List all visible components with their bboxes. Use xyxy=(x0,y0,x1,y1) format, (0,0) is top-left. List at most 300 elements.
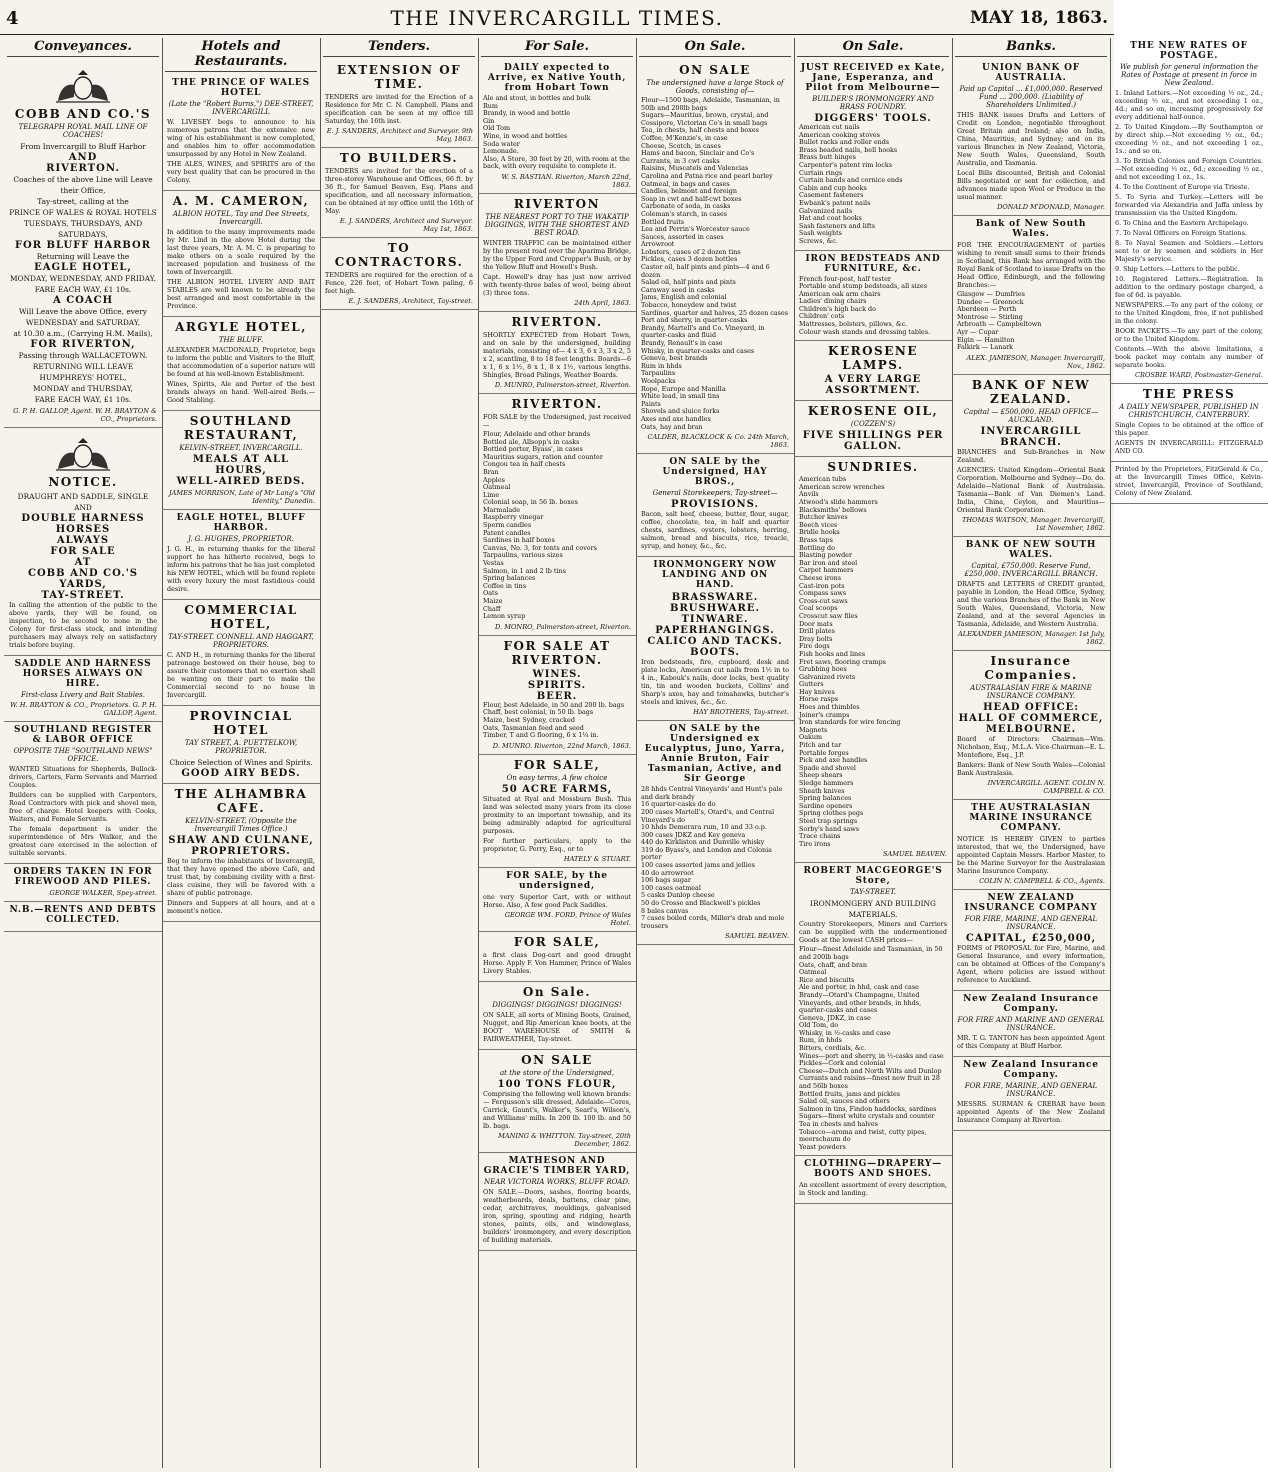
ad-signature: HAY BROTHERS, Tay-street. xyxy=(693,708,789,717)
list-item: Portable forges xyxy=(799,748,849,757)
list-item: Sardines in half boxes xyxy=(483,536,555,545)
advertisement xyxy=(952,800,1110,890)
ad-signature: MANING & WHITTON. Tay-street, 20th December, 1862. xyxy=(498,1131,631,1148)
ad-heading: FOR SALE, xyxy=(513,934,601,949)
list-item: Paints xyxy=(641,399,661,408)
column-heading: Conveyances. xyxy=(7,38,159,57)
ad-subheading: (Late the "Robert Burns,") DEE-STREET, INVERCARGILL xyxy=(168,100,314,116)
display-line: TAY-STREET. xyxy=(41,590,125,601)
display-line: FIVE SHILLINGS PER GALLON. xyxy=(802,430,944,453)
ad-paragraph: Beg to inform the inhabitants of Invercargill, that they have opened the above Café, and trust that, by combining civility with a first-class cuisine, they will be favored with a share of public patronage. xyxy=(167,857,315,897)
ad-subheading: FOR FIRE, MARINE, AND GENERAL INSURANCE. xyxy=(964,914,1098,931)
ad-subheading: First-class Livery and Bait Stables. xyxy=(21,691,145,699)
ad-signature: E. J. SANDERS, Architect, Tay-street. xyxy=(348,297,473,305)
ad-paragraph: 2. To United Kingdom.—By Southampton or by direct ship.—Not exceeding ½ oz., 6d.; exceeding ½ oz., and not exceeding 1 oz., 1s.; and so on. xyxy=(1115,123,1263,155)
list-item: Falkirk — Lanark xyxy=(957,343,1014,352)
list-item: Port and sherry, in quarter-casks xyxy=(641,316,748,325)
ad-subheading: Paid up Capital ... £1,000,000. Reserved Fund ... 200,000. (Liability of Shareholders Unlimited.) xyxy=(959,85,1103,109)
ad-heading: ROBERT MACGEORGE'S Store, xyxy=(803,866,943,887)
list-item: Rum, in hhds xyxy=(799,1036,842,1045)
advertisement xyxy=(478,394,636,636)
ad-item-list xyxy=(957,291,1105,352)
ad-signature: E. J. SANDERS, Architect and Surveyor. 9th May, 1863. xyxy=(326,127,473,143)
list-item: Bottled fruits xyxy=(641,217,685,226)
ad-signature: SAMUEL BEAVEN. xyxy=(883,850,947,859)
list-item: Brass taps xyxy=(799,536,833,544)
list-item: Blasting powder xyxy=(799,551,853,560)
list-item: Sheep shears xyxy=(799,771,843,780)
ad-paragraph: 8. To Naval Seamen and Soldiers.—Letters sent to or by seamen and soldiers in Her Majesty's service. xyxy=(1115,239,1263,263)
ad-signature: GEORGE WALKER, Spey-street. xyxy=(49,889,157,897)
ad-display-lines xyxy=(167,757,315,779)
list-item: Rum xyxy=(483,101,498,110)
ad-paragraph: ON SALE.—Doors, sashes, flooring boards, weatherboards, deals, battens, clear pine, cedar, architraves, mouldings, galvanised iron, spring, spouting and ridging, hearth stones, paints, oils, and windowglass, builders' ironmongery, and every description of building materials. xyxy=(483,1187,631,1244)
ad-paragraph: 7. To Naval Officers on Foreign Stations. xyxy=(1115,229,1247,237)
list-item: Cabin and cup hooks xyxy=(799,183,867,192)
newspaper-columns xyxy=(4,38,1263,1468)
display-line: MONDAY and THURSDAY, xyxy=(33,384,133,393)
list-item: Colonial soap, in 56 lb. boxes xyxy=(483,498,578,507)
advertisement xyxy=(794,251,952,342)
advertisement xyxy=(478,868,636,932)
ad-subheading: KELVIN-STREET, (Opposite the Invercargill Times Office.) xyxy=(185,817,297,833)
list-item: Hat and coat hooks xyxy=(799,214,862,223)
list-item: 10 hhds Demerara rum, 10 and 33 o.p. xyxy=(641,823,767,832)
list-item: Spring balances xyxy=(799,794,852,803)
list-item: Patent candles xyxy=(483,528,531,537)
display-line: RIVERTON. xyxy=(46,163,120,174)
display-line: From Invercargill to Bluff Harbor xyxy=(20,142,146,151)
list-item: Compass saws xyxy=(799,589,847,598)
ad-heading: IRONMONGERY NOW LANDING AND ON HAND. xyxy=(653,560,777,591)
list-item: Lime xyxy=(483,490,500,499)
list-item: Drill plates xyxy=(799,627,835,636)
ad-subheading: J. G. HUGHES, PROPRIETOR. xyxy=(188,535,294,543)
list-item: Rice and biscuits xyxy=(799,975,855,984)
list-item: Soda water xyxy=(483,139,520,148)
display-line: BRASSWARE. xyxy=(671,592,759,604)
ad-heading: DAILY expected to Arrive, ex Native Youth, from Hobart Town xyxy=(487,63,627,93)
ad-paragraph: 6. To China and the Eastern Archipelago. xyxy=(1115,219,1249,227)
display-line: Choice Selection of Wines and Spirits. xyxy=(169,758,313,767)
list-item: Coffee in tins xyxy=(483,581,527,590)
list-item: Spring balances xyxy=(483,574,536,583)
ad-heading: RIVERTON. xyxy=(511,396,603,411)
list-item: Atwood's slide hammers xyxy=(799,498,878,507)
list-item: Bar iron and steel xyxy=(799,558,858,567)
advertisement xyxy=(162,600,320,706)
column-heading: Hotels and Restaurants. xyxy=(165,38,317,72)
list-item: Sorby's hand saws xyxy=(799,824,860,833)
display-line: Passing through WALLACETOWN. xyxy=(18,351,148,360)
ad-paragraph: MESSRS. SURMAN & CREBAR have been appointed Agents of the New Zealand Insurance Company at Riverton. xyxy=(957,1099,1105,1124)
list-item: Joiner's cramps xyxy=(799,710,850,719)
advertisement xyxy=(952,216,1110,375)
list-item: Jams, English and colonial xyxy=(641,293,727,302)
list-item: 28 hhds Central Vineyards' and Hunt's pale and dark brandy xyxy=(641,785,783,801)
ad-paragraph: 4. To the Continent of Europe via Trieste. xyxy=(1115,183,1250,191)
list-item: Galvanized rivets xyxy=(799,672,856,681)
list-item: Iron standards for wire fencing xyxy=(799,718,901,727)
list-item: Flour—1500 bags, Adelaide, Tasmanian, in 50lb and 200lb bags xyxy=(641,96,780,112)
list-item: Flour—finest Adelaide and Tasmanian, in 50 and 200lb bags xyxy=(799,945,943,961)
list-item: 40 do arrowroot xyxy=(641,868,694,877)
list-item: Glasgow — Dumfries xyxy=(957,290,1025,298)
column-heading: For Sale. xyxy=(481,38,633,57)
ad-display-lines xyxy=(167,454,315,487)
ad-item-list xyxy=(641,97,789,431)
list-item: Tarpaulins, various sizes xyxy=(483,551,563,560)
list-item: American cooking stoves xyxy=(799,130,880,139)
advertisement xyxy=(478,312,636,394)
ad-heading: ON SALE by the Undersigned ex Eucalyptus, Juno, Yarra, Annie Bruton, Fair Tasmanian, Active, and Sir George xyxy=(644,724,786,785)
ad-heading: KEROSENE LAMPS. xyxy=(828,344,918,373)
ad-subheading: FOR FIRE, MARINE, AND GENERAL INSURANCE. xyxy=(964,1081,1098,1098)
list-item: Lemon syrup xyxy=(483,612,526,621)
ad-heading: FOR SALE, xyxy=(513,757,601,772)
list-item: Lemonade. xyxy=(483,147,519,156)
list-item: Sugars—finest white crystals and counter xyxy=(799,1112,935,1121)
list-item: Cheese irons xyxy=(799,573,842,582)
ad-heading: COMMERCIAL HOTEL, xyxy=(184,603,298,631)
list-item: Chaff, best colonial, in 50 lb. bags xyxy=(483,708,594,717)
display-line: BEER. xyxy=(536,690,578,702)
ad-subheading: TAY-STREET. CONNELL AND HAGGART, PROPRIETORS. xyxy=(168,633,314,649)
ad-heading: SOUTHLAND RESTAURANT, xyxy=(183,414,299,442)
advertisement xyxy=(794,401,952,457)
advertisement xyxy=(952,651,1110,800)
ad-heading: FOR SALE AT RIVERTON. xyxy=(503,638,611,667)
display-line: ALWAYS xyxy=(56,535,110,546)
ad-signature: E. J. SANDERS, Architect and Surveyor. May 1st, 1863. xyxy=(339,217,473,233)
list-item: Carbonate of soda, in casks xyxy=(641,202,731,211)
ad-display-lines xyxy=(957,702,1105,735)
list-item: Magnets xyxy=(799,725,828,734)
ad-heading: TO BUILDERS. xyxy=(339,151,459,165)
ad-signature: CALDER, BLACKLOCK & Co. 24th March, 1863. xyxy=(647,433,789,450)
display-line: HALL OF COMMERCE, xyxy=(958,712,1104,724)
ad-paragraph: Bankers: Bank of New South Wales—Colonial Bank Australasia. xyxy=(957,760,1105,777)
list-item: 319 do Byass's, and London and Colonia porter xyxy=(641,845,772,862)
display-line: CAPITAL, £250,000, xyxy=(965,932,1097,944)
list-item: Bitters, cordials, &c. xyxy=(799,1044,867,1053)
list-item: Spade and shovel xyxy=(799,763,856,772)
display-line: 100 TONS FLOUR, xyxy=(497,1078,617,1090)
display-line: PAPERHANGINGS. xyxy=(655,625,775,637)
ad-paragraph: WINTER TRAFFIC can be maintained either by the present road over the Aparima Bridge, by the Upper Ford and Cropper's Bush, or by the Yellow Bluff and Howell's Bush. xyxy=(483,238,631,271)
list-item: Rum in hhds xyxy=(641,361,682,370)
ad-paragraph: Bacon, salt beef, cheese, butter, flour, sugar, coffee, chocolate, tea, in half and quarter chests, sardines, oysters, lobsters, herring, salmon, bread and biscuits, rice, treacle, syrup, and honey, &c., &c. xyxy=(641,510,789,551)
list-item: Cheese—Dutch and North Wilts and Dunlop xyxy=(799,1066,942,1075)
list-item: Dundee — Greenock xyxy=(957,297,1024,306)
list-item: Fret saws, flooring cramps xyxy=(799,657,886,666)
ad-display-lines xyxy=(799,430,947,452)
display-line: SHAW AND CULNANE, xyxy=(168,835,314,846)
display-line: A COACH xyxy=(52,295,114,306)
ad-display-lines xyxy=(799,898,947,920)
ad-heading: RIVERTON xyxy=(513,196,601,211)
ad-paragraph: W. LIVESEY begs to announce to his numerous patrons that the extensive new wing of his establishment is now completed, and enables him to offer accommodation unsurpassed by any Hotel in New Zealand. xyxy=(167,118,315,158)
list-item: Geneva, JDKZ, in case xyxy=(799,1013,871,1022)
display-line: ASSORTMENT. xyxy=(825,385,921,397)
advertisement xyxy=(162,706,320,784)
list-item: Coleman's starch, in cases xyxy=(641,209,728,218)
list-item: Dray bolts xyxy=(799,634,833,643)
page-number: 4 xyxy=(6,8,19,29)
list-item: 5 casks Dunlop cheese xyxy=(641,891,715,900)
list-item: Sledge hammers xyxy=(799,779,854,787)
display-line: FOR RIVERTON, xyxy=(30,339,136,350)
ad-heading: FOR SALE, by the undersigned, xyxy=(506,870,608,891)
list-item: Lea and Perrin's Worcester sauce xyxy=(641,225,750,234)
display-line: COBB AND CO.'S YARDS, xyxy=(28,568,138,590)
ad-paragraph: An excellent assortment of every description, in Stock and landing. xyxy=(799,1181,947,1198)
royal-arms-icon xyxy=(48,435,118,473)
list-item: Marmalade xyxy=(483,505,521,514)
advertisement xyxy=(320,238,478,310)
display-line: DIGGERS' TOOLS. xyxy=(814,113,932,124)
list-item: Oats xyxy=(483,589,498,598)
ad-signature: G. P. H. GALLOP, Agent. W. H. BRAYTON & CO., Proprietors. xyxy=(13,407,157,423)
list-item: Timber, T and G flooring, 6 x 1¼ in. xyxy=(483,731,599,740)
list-item: Candles, belmont and foreign xyxy=(641,187,737,196)
list-item: Pitch and tar xyxy=(799,741,842,750)
advertisement xyxy=(794,863,952,1156)
advertisement xyxy=(478,1153,636,1251)
ad-heading: ON SALE by the Undersigned, HAY BROS., xyxy=(662,457,768,488)
ad-signature: D. MUNRO. Riverton, 22nd March, 1863. xyxy=(492,741,631,750)
column-heading: On Sale. xyxy=(797,38,949,57)
list-item: Brandy, Martell's and Co. Vineyard, in quarter-casks and fluid xyxy=(641,323,765,340)
newspaper-column xyxy=(794,38,953,1468)
ad-paragraph: NEWSPAPERS.—To any part of the colony, or to the United Kingdom, free, if not published in the colony. xyxy=(1115,301,1263,325)
list-item: Pickles, cases 3 dozen bottles xyxy=(641,255,738,264)
ad-paragraph: MR. T. G. TANTON has been appointed Agent of this Company at Bluff Harbor. xyxy=(957,1033,1105,1050)
ad-paragraph: TENDERS are invited for the erection of a three-storey Warehouse and Offices, 66 ft. by 36 ft., for Samuel Beaven, Esq. Plans and specification, and all necessary information, can be obtained at my office until the 16th of May. xyxy=(325,167,473,215)
list-item: Raisins, Muscatels and Valencias xyxy=(641,164,749,173)
list-item: Bran xyxy=(483,467,499,476)
advertisement xyxy=(794,1156,952,1204)
ad-subheading: FOR FIRE AND MARINE AND GENERAL INSURANCE. xyxy=(957,1015,1105,1032)
ad-display-lines xyxy=(957,933,1105,944)
list-item: Cast-iron pots xyxy=(799,581,845,590)
newspaper-column xyxy=(162,38,321,1468)
list-item: Carolina and Patna rice and pearl barley xyxy=(641,171,773,180)
ad-paragraph: Situated at Ryal and Mossburn Bush. This land was selected many years from its close proximity to an important township, and its being admirably adapted for agricultural purposes. xyxy=(483,794,631,835)
ad-signature: DONALD M'DONALD, Manager. xyxy=(997,203,1105,211)
display-line: WEDNESDAY and SATURDAY, xyxy=(25,318,141,327)
list-item: American screw wrenches xyxy=(799,482,885,491)
advertisement xyxy=(794,60,952,251)
list-item: Salad oil, half pints and pints xyxy=(641,278,736,287)
newspaper-column xyxy=(478,38,637,1468)
ad-subheading: TAY-STREET. xyxy=(849,888,897,897)
list-item: Fire dogs xyxy=(799,642,830,651)
display-line: RETURNING WILL LEAVE HUMPHREYS' HOTEL, xyxy=(32,362,134,382)
ad-item-list xyxy=(799,276,947,337)
advertisement xyxy=(4,864,162,902)
list-item: French four-post, half tester xyxy=(799,274,891,283)
ad-display-lines xyxy=(167,835,315,857)
list-item: Galvanized nails xyxy=(799,206,853,215)
ad-item-list xyxy=(641,786,789,930)
list-item: Bullet racks and roller ends xyxy=(799,138,890,147)
list-item: Axes and axe handles xyxy=(641,414,711,423)
list-item: Arrowroot xyxy=(641,240,675,249)
column-heading: On Sale. xyxy=(639,38,791,57)
newspaper-column xyxy=(636,38,795,1468)
list-item: Sardine openers xyxy=(799,801,853,810)
list-item: Whisky, in quarter-casks and cases xyxy=(641,346,755,355)
list-item: Colour wash stands and dressing tables. xyxy=(799,327,931,336)
list-item: Salad oil, sauces and others xyxy=(799,1097,890,1106)
ad-paragraph: In addition to the many improvements made by Mr. Lind in the above Hotel during the last three years, Mr. A. M. C. is preparing to make others on a scale required by the increased population and business of the town of Invercargill. xyxy=(167,228,315,276)
list-item: Oats, hay and bran xyxy=(641,422,703,431)
list-item: Sauces, assorted in cases xyxy=(641,232,724,241)
advertisement xyxy=(162,191,320,317)
ad-paragraph: TENDERS are required for the erection of a Fence, 226 feet, of Hobart Town paling, 6 feet high. xyxy=(325,271,473,295)
list-item: Hams and bacon, Sinclair and Co's xyxy=(641,149,755,158)
list-item: Oats, Tasmanian feed and seed xyxy=(483,723,584,732)
ad-signature: D. MUNRO, Palmerston-street, Riverton. xyxy=(494,380,631,389)
ad-paragraph: THIS BANK issues Drafts and Letters of Credit on London, negotiable throughout Great Britain and Ireland; also on India, China, Mauritius, and Sydney; and on its various Branches in New Zealand, Victoria, New South Wales, Queensland, South Australia, and Tasmania. xyxy=(957,111,1105,167)
ad-paragraph: a first class Dog-cart and good draught Horse. Apply F. Von Hammer, Prince of Wales Livery Stables. xyxy=(483,950,631,975)
advertisement xyxy=(162,75,320,191)
ad-subheading: TELEGRAPH ROYAL MAIL LINE OF COACHES! xyxy=(18,123,148,139)
list-item: Wines—port and sherry, in ½-casks and case xyxy=(799,1051,944,1060)
ad-heading: THE NEW RATES OF POSTAGE. xyxy=(1130,41,1248,61)
list-item: Oatmeal xyxy=(799,968,827,977)
ad-heading: SADDLE AND HARNESS HORSES ALWAYS ON HIRE. xyxy=(14,659,152,689)
list-item: Oats, chaff, and bran xyxy=(799,960,867,969)
list-item: Anvils xyxy=(799,490,819,499)
ad-paragraph: Builders can be supplied with Carpenters, Road Contractors with pick and shovel men, free of charge. Hotel keepers with Cooks, Waiters, and Female Servants. xyxy=(9,791,157,823)
list-item: Caraway seed in casks xyxy=(641,285,715,294)
display-line: CALICO AND TACKS. xyxy=(647,636,783,648)
display-line: MONDAY, WEDNESDAY, AND FRIDAY. xyxy=(9,274,157,283)
display-line: MELBOURNE. xyxy=(985,723,1077,735)
ad-heading: On Sale. xyxy=(522,984,592,999)
display-line: DRAUGHT AND SADDLE, SINGLE AND xyxy=(17,492,149,512)
list-item: Oatmeal xyxy=(483,483,511,492)
ad-subheading: DIGGINGS! DIGGINGS! DIGGINGS! xyxy=(492,1000,622,1009)
list-item: Portable and stump bedsteads, all sizes xyxy=(799,282,927,291)
advertisement xyxy=(4,722,162,864)
list-item: Congou tea in half chests xyxy=(483,460,566,469)
advertisement xyxy=(162,510,320,600)
list-item: Pick and axe handles xyxy=(799,756,868,765)
list-item: Maize, best Sydney, cracked xyxy=(483,715,575,724)
list-item: Salmon, in 1 and 2 lb tins xyxy=(483,566,566,575)
ad-paragraph: 1. Inland Letters.—Not exceeding ½ oz., 2d.; exceeding ½ oz., and not exceeding 1 oz., 4d.; and so on, increasing progressively for every additional half-ounce. xyxy=(1115,89,1263,121)
advertisement xyxy=(952,60,1110,216)
advertisement xyxy=(4,656,162,722)
list-item: Whisky, in ½-casks and case xyxy=(799,1028,891,1037)
ad-signature: D. MONRO, Palmerston-street, Riverton. xyxy=(495,622,631,631)
display-line: MEALS AT ALL HOURS, xyxy=(192,454,290,476)
ad-paragraph: ON SALE, all sorts of Mining Boots, Grained, Nugget, and Rip American knee boots, at the BOOT WAREHOUSE of SMITH & FAIRWEATHER, Tay-street. xyxy=(483,1010,631,1043)
list-item: 100 cases oatmeal xyxy=(641,883,701,892)
display-line: WELL-AIRED BEDS. xyxy=(176,476,306,487)
list-item: Brass headed nails, bell hooks xyxy=(799,145,898,154)
ad-paragraph: ALEXANDER MACDONALD, Proprietor, begs to inform the public and Visitors to the Bluff, that accommodation of a superior nature will be found at his well-known Establishment. xyxy=(167,346,315,378)
ad-heading: ARGYLE HOTEL, xyxy=(175,320,307,334)
ad-subheading: ALBION HOTEL, Tay and Dee Streets, Invercargill. xyxy=(172,210,310,226)
display-line: SPIRITS. xyxy=(527,679,587,691)
list-item: Lobsters, cases of 2 dozen tins xyxy=(641,247,741,256)
advertisement xyxy=(320,60,478,148)
ad-paragraph: Local Bills discounted, British and Colonial Bills negotiated or sent for collection, and advances made upon Wool or Produce in the usual manner. xyxy=(957,169,1105,201)
list-item: Blacksmiths' bellows xyxy=(799,505,867,514)
ad-heading: A. M. CAMERON, xyxy=(172,194,310,208)
ad-heading: New Zealand Insurance Company. xyxy=(963,993,1099,1014)
list-item: 7 cases boiled cords, Miller's drab and mole trousers xyxy=(641,914,785,930)
advertisement xyxy=(478,755,636,868)
ad-heading: KEROSENE OIL, xyxy=(807,404,939,419)
list-item: Ewbank's patent nails xyxy=(799,198,871,207)
list-item: Curtain rings xyxy=(799,168,843,177)
list-item: Steel trap springs xyxy=(799,816,858,825)
newspaper-column xyxy=(952,38,1111,1468)
list-item: 300 cases JDKZ and Key geneva xyxy=(641,830,746,839)
ad-paragraph: Capt. Howell's dray has just now arrived with twenty-three bales of wool, being about (3) three tons. xyxy=(483,272,631,297)
list-item: Montrose — Stirling xyxy=(957,312,1023,321)
list-item: Spring clothes pegs xyxy=(799,809,864,818)
ad-heading: EAGLE HOTEL, BLUFF HARBOR. xyxy=(176,513,306,533)
list-item: Old Tom xyxy=(483,124,511,133)
ad-subheading: THE BLUFF. xyxy=(218,336,264,344)
list-item: Sash fasteners and lifts xyxy=(799,221,876,230)
ad-subheading: at the store of the Undersigned, xyxy=(500,1068,614,1077)
list-item: Vestas xyxy=(483,559,504,568)
list-item: Pickles—Cork and colonial xyxy=(799,1059,886,1068)
ad-paragraph: Single Copies to be obtained at the office of this paper. xyxy=(1115,421,1263,437)
newspaper-column xyxy=(4,38,163,1468)
ad-heading: PROVINCIAL HOTEL xyxy=(189,709,293,737)
list-item: Tobacco—aroma and twist, cutty pipes, meerschaum do xyxy=(799,1127,927,1144)
ad-display-lines xyxy=(957,426,1105,448)
ad-item-list xyxy=(799,124,947,246)
ad-signature: GEORGE WM. FORD, Prince of Wales Hotel. xyxy=(504,910,631,927)
ad-heading: JUST RECEIVED ex Kate, Jane, Esperanza, and Pilot from Melbourne— xyxy=(800,63,946,93)
advertisement xyxy=(1110,462,1268,504)
display-line: FARE EACH WAY, £1 10s. xyxy=(34,285,132,294)
list-item: Chaff xyxy=(483,604,501,613)
display-line: Returning will Leave the xyxy=(36,252,130,261)
ad-subheading: On easy terms, A few choice xyxy=(506,773,608,782)
list-item: American cut nails xyxy=(799,123,860,131)
ad-signature: W. H. BRAYTON & CO., Proprietors. G. P. H. GALLOP, Agent. xyxy=(9,701,157,717)
list-item: Aberdeen — Perth xyxy=(957,305,1017,314)
advertisement xyxy=(1110,384,1268,462)
list-item: Bottled porter, Byass', in cases xyxy=(483,445,583,454)
list-item: American tubs xyxy=(799,475,847,484)
ad-paragraph: 9. Ship Letters.—Letters to the public. xyxy=(1115,265,1240,273)
ad-heading: RIVERTON. xyxy=(511,314,603,329)
advertisement xyxy=(162,784,320,922)
list-item: Screws, &c. xyxy=(799,236,838,245)
list-item: Hay knives xyxy=(799,687,835,696)
list-item: Tobacco, honeydew and twist xyxy=(641,301,737,310)
display-line: INVERCARGILL BRANCH. xyxy=(980,425,1082,448)
list-item: Yeast powders xyxy=(799,1142,846,1151)
list-item: Tire irons xyxy=(799,839,831,848)
ad-heading: NOTICE. xyxy=(48,475,118,489)
display-line: EAGLE HOTEL, xyxy=(34,262,132,273)
list-item: Oatmeal, in bags and cases xyxy=(641,179,730,188)
display-line: FOR SALE xyxy=(50,546,116,557)
ad-display-lines xyxy=(9,141,157,405)
